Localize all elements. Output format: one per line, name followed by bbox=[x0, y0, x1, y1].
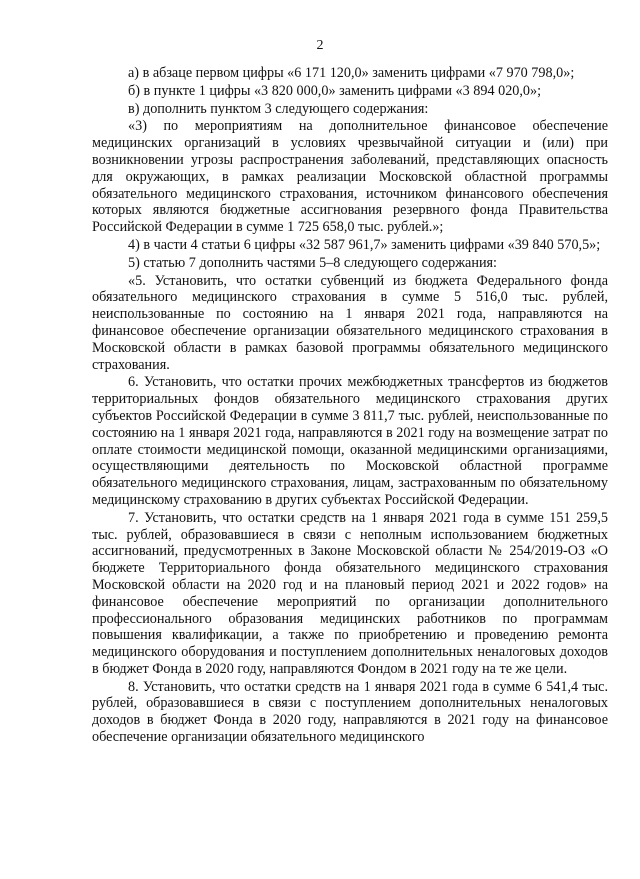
paragraph-part-7: 7. Установить, что остатки средств на 1 января 2021 года в сумме 151 259,5 тыс. рублей, образовавшиеся в связи с неполным использованием бюджетных ассигнований, предусмотренных в Законе Московской области № 254/2019-ОЗ «О бюджете Территориального фонда обязательного медицинского страхования Московской области на 2020 год и на плановый период 2021 и 2022 годов» на финансовое обеспечение мероприятий по организации дополнительного профессионального образования медицинских работников по программам повышения квалификации, а также по приобретению и проведению ремонта медицинского оборудования и поступлением дополнительных неналоговых доходов в бюджет Фонда в 2020 году, направляются Фондом в 2021 году на те же цели. bbox=[92, 509, 608, 677]
page-number: 2 bbox=[316, 38, 324, 53]
paragraph-amendment-c: в) дополнить пунктом 3 следующего содержания: bbox=[128, 100, 429, 117]
paragraph-amendment-b: б) в пункте 1 цифры «3 820 000,0» заменить цифрами «3 894 020,0»; bbox=[128, 82, 542, 99]
paragraph-item-4: 4) в части 4 статьи 6 цифры «32 587 961,7» заменить цифрами «39 840 570,5»; bbox=[128, 236, 601, 253]
paragraph-point-3: «3) по мероприятиям на дополнительное финансовое обеспечение медицинских организаций в условиях чрезвычайной ситуации и (или) при возникновении угрозы распространения заболеваний, представляющих опасность для окружающих, в рамках реализации Московской областной программы обязательного медицинского страхования, источником финансового обеспечения которых являются бюджетные ассигнования резервного фонда Правительства Российской Федерации в сумме 1 725 658,0 тыс. рублей.»; bbox=[92, 118, 608, 236]
document-body bbox=[92, 64, 608, 746]
paragraph-part-6: 6. Установить, что остатки прочих межбюджетных трансфертов из бюджетов территориальных фондов обязательного медицинского страхования других субъектов Российской Федерации в сумме 3 811,7 тыс. рублей, неиспользованные по состоянию на 1 января 2021 года, направляются в 2021 году на возмещение затрат по оплате стоимости медицинской помощи, оказанной медицинскими организациями, осуществляющими деятельность по Московской областной программе обязательного медицинского страхования, лицам, застрахованным по обязательному медицинскому страхованию в других субъектах Российской Федерации. bbox=[92, 374, 608, 508]
paragraph-part-8: 8. Установить, что остатки средств на 1 января 2021 года в сумме 6 541,4 тыс. рублей, образовавшиеся в связи с поступлением дополнительных неналоговых доходов в бюджет Фонда в 2020 году, направляются в 2021 году на финансовое обеспечение организации обязательного медицинского bbox=[92, 678, 608, 746]
paragraph-item-5: 5) статью 7 дополнить частями 5–8 следующего содержания: bbox=[128, 254, 497, 271]
paragraph-amendment-a: а) в абзаце первом цифры «6 171 120,0» заменить цифрами «7 970 798,0»; bbox=[128, 65, 575, 81]
paragraph-part-5: «5. Установить, что остатки субвенций из бюджета Федерального фонда обязательного медицинского страхования в сумме 5 516,0 тыс. рублей, неиспользованные по состоянию на 1 января 2021 года, направляются на финансовое обеспечение организации обязательного медицинского страхования в Московской области в рамках базовой программы обязательного медицинского страхования. bbox=[92, 272, 608, 373]
